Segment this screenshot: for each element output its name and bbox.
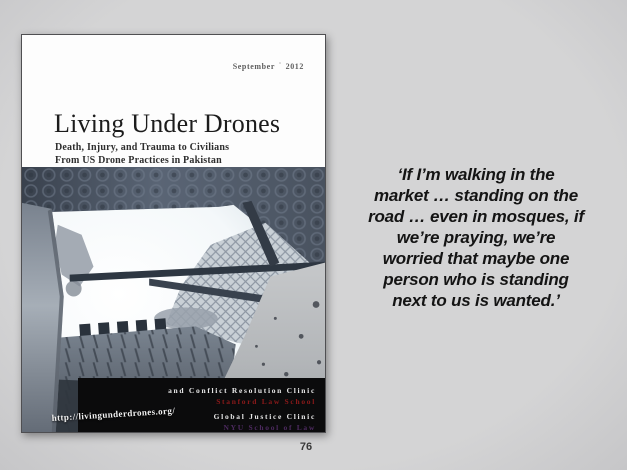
cover-date-year: 2012 bbox=[285, 62, 304, 71]
quote-line: worried that maybe one bbox=[382, 249, 570, 268]
cover-date-month: September bbox=[232, 62, 275, 71]
cover-website-url: http://livingunderdrones.org/ bbox=[51, 405, 176, 423]
cover-title: Living Under Drones bbox=[54, 109, 281, 138]
cover-date bbox=[233, 61, 304, 71]
quote-text bbox=[362, 164, 590, 311]
quote-line: next to us is wanted.’ bbox=[392, 291, 560, 310]
clinic-line-conflict-resolution: and Conflict Resolution Clinic bbox=[168, 386, 316, 395]
report-cover bbox=[21, 34, 326, 433]
quote-line: road … even in mosques, if bbox=[368, 207, 584, 226]
quote-line: we’re praying, we’re bbox=[396, 228, 556, 247]
clinic-line-global-justice: Global Justice Clinic bbox=[213, 412, 316, 421]
clinic-line-stanford-law-school: Stanford Law School bbox=[216, 397, 316, 406]
cover-date-separator: · bbox=[278, 61, 282, 67]
quote-line: ‘If I’m walking in the bbox=[397, 165, 555, 184]
cover-subtitle-line2: From US Drone Practices in Pakistan bbox=[55, 154, 222, 166]
clinic-line-nyu-school-of-law: NYU School of Law bbox=[223, 423, 316, 432]
page-number: 76 bbox=[299, 441, 313, 453]
credits-bar bbox=[78, 378, 325, 432]
quote-line: market … standing on the bbox=[374, 186, 578, 205]
quote-line: person who is standing bbox=[383, 270, 569, 289]
cover-subtitle-line1: Death, Injury, and Trauma to Civilians bbox=[55, 142, 230, 153]
cover-subtitle bbox=[55, 142, 229, 167]
